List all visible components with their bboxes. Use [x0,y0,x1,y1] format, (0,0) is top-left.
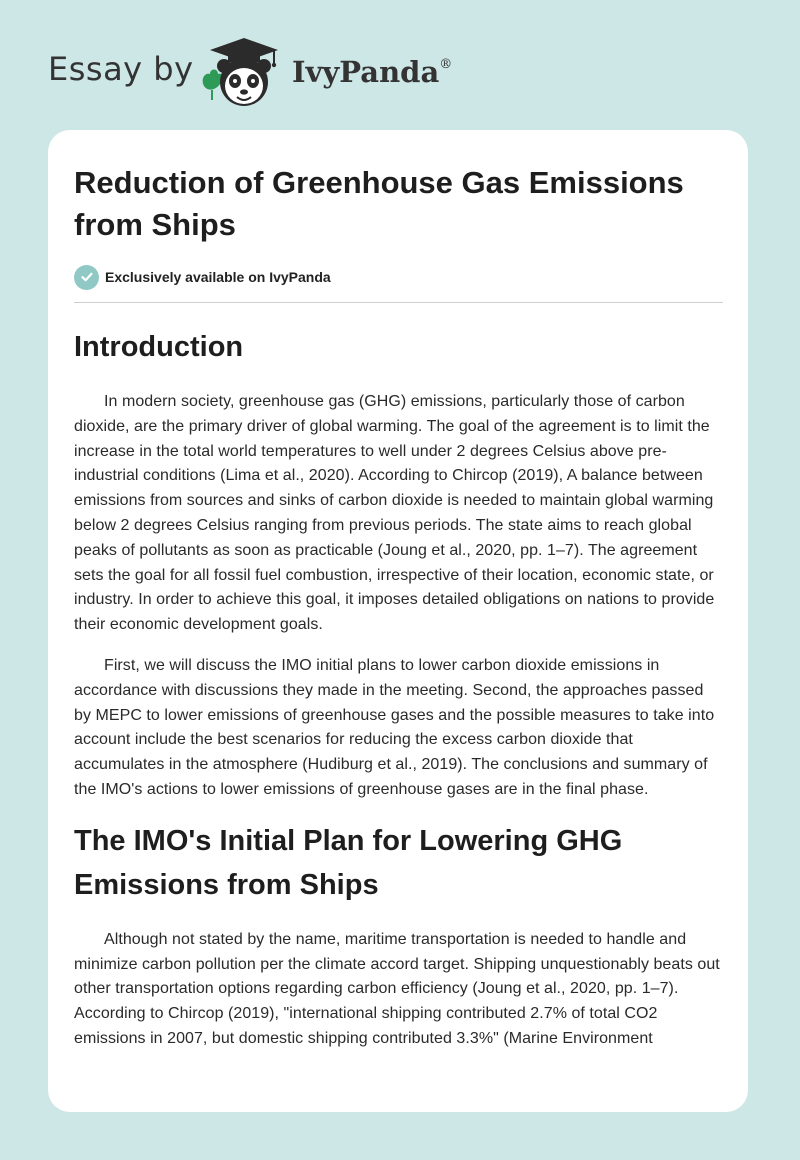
exclusive-badge [74,264,331,290]
exclusive-label: Exclusively available on IvyPanda [105,269,331,285]
paragraph: First, we will discuss the IMO initial plans to lower carbon dioxide emissions in accordance with discussions they made in the meeting. Second, the approaches passed by MEPC to lower emissions of greenhouse gases and the possible measures to take into account include the best scenarios for reducing the excess carbon dioxide that accumulates in the atmosphere (Hudiburg et al., 2019). The conclusions and summary of the IMO's actions to lower emissions of greenhouse gases are in the final phase. [74,656,715,798]
checkmark-icon [74,265,99,290]
brand-name[interactable]: IvyPanda® [292,55,453,89]
article-card [48,130,748,1112]
panda-graduate-logo-icon[interactable] [200,34,280,110]
paragraph: In modern society, greenhouse gas (GHG) emissions, particularly those of carbon dioxide, are the primary driver of global warming. The goal of the agreement is to limit the increase in the total world temperatures to well under 2 degrees Celsius above pre-industrial conditions (Lima et al., 2020). According to Chircop (2019), A balance between emissions from sources and sinks of carbon dioxide is needed to maintain global warming below 2 degrees Celsius ranging from previous periods. The state aims to reach global peaks of pollutants as soon as practicable (Joung et al., 2020, pp. 1–7). The agreement sets the goal for all fossil fuel combustion, irrespective of their location, economic state, or industry. In order to achieve this goal, it imposes detailed obligations on nations to provide their economic development goals. [74,393,715,634]
essay-by-text: Essay by [48,50,194,88]
article-title: Reduction of Greenhouse Gas Emissions from Ships [74,165,684,242]
divider [74,302,723,303]
article-body [74,318,724,1052]
section-heading-introduction: Introduction [74,331,244,363]
registered-mark: ® [439,57,453,72]
section-heading-imo-initial-plan: The IMO's Initial Plan for Lowering GHG Emissions from Ships [74,824,623,901]
paragraph: Although not stated by the name, maritime transportation is needed to handle and minimize carbon pollution per the climate accord target. Shipping unquestionably beats out other transportation options regarding carbon efficiency (Joung et al., 2020, pp. 1–7). According to Chircop (2019), "international shipping contributed 2.7% of total CO2 emissions in 2007, but domestic shipping contributed 3.3%" (Marine Environment [74,930,720,1047]
site-header [0,0,800,130]
